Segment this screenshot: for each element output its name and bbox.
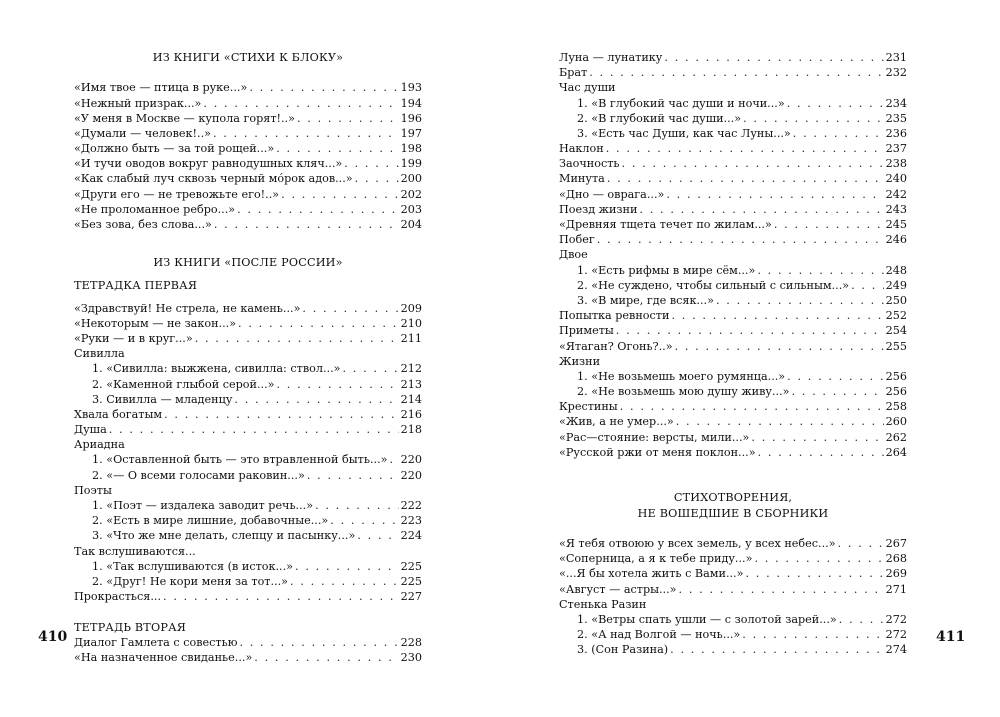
entry-page-number: 255 [885,339,907,353]
toc-subentry [559,627,907,642]
entry-title: 1. «Есть рифмы в мире сём...» [577,263,756,277]
toc-entry [559,551,907,566]
dot-leader [195,331,399,346]
entry-title: «Как слабый луч сквозь черный мо́рок адов...» [74,172,353,186]
entry-title: 1. «Оставленной быть — это втравленной быть...» [92,453,388,467]
entry-page-number: 245 [885,218,907,232]
dot-leader [249,80,398,95]
toc-subentry [559,263,907,278]
toc-entry [74,422,422,437]
entry-page-number: 223 [400,514,422,528]
entry-page-number: 246 [885,233,907,247]
entry-page-number: 256 [885,385,907,399]
dot-leader [639,202,883,217]
toc-entry [559,156,907,171]
entry-title: 2. «Не возьмешь мою душу живу...» [577,385,790,399]
entry-page-number: 210 [400,316,422,330]
notebook-heading: ТЕТРАДЬ ВТОРАЯ [74,620,186,634]
entry-title: Наклон [559,142,604,156]
cycle-title: Жизни [559,354,601,368]
entry-page-number: 272 [885,628,907,642]
dot-leader [109,422,399,437]
entry-title: Заочность [559,157,620,171]
dot-leader [239,635,398,650]
cycle-title: Ариадна [74,438,125,452]
cycle-title: Двое [559,248,588,262]
entry-title: «Август — астры...» [559,582,677,596]
entry-page-number: 194 [400,96,422,110]
spacer [559,521,907,536]
entry-page-number: 264 [885,445,907,459]
dot-leader [276,141,398,156]
right-page [500,0,1000,717]
entry-title: 1. «Так вслушиваются (в исток...» [92,559,294,573]
entry-title: «Думали — человек!..» [74,126,211,140]
dot-leader [745,566,883,581]
section-heading: ИЗ КНИГИ «СТИХИ К БЛОКУ» [152,51,344,64]
entry-page-number: 271 [885,582,907,596]
entry-page-number: 267 [885,536,907,550]
entry-title: Брат [559,66,588,80]
entry-title: «Древняя тщета течет по жилам...» [559,218,772,232]
spacer [74,65,422,80]
entry-title: «На назначенное свиданье...» [74,650,253,664]
toc-entry [74,187,422,202]
entry-title: «Без зова, без слова...» [74,218,212,232]
toc-entry [74,301,422,316]
entry-title: «Рас—стояние: версты, мили...» [559,430,750,444]
toc-subentry [559,293,907,308]
dot-leader [670,642,883,657]
entry-title: «...Я бы хотела жить с Вами...» [559,567,744,581]
dot-leader [838,536,884,551]
entry-page-number: 234 [885,96,907,110]
cycle-title: Час души [559,81,616,95]
entry-page-number: 242 [885,187,907,201]
toc-subentry [74,498,422,513]
toc-entry [74,217,422,232]
dot-leader [281,187,399,202]
toc-subentry [559,369,907,384]
entry-page-number: 243 [885,202,907,216]
entry-page-number: 204 [400,218,422,232]
page-number: 410 [38,629,68,645]
dot-leader [254,650,398,665]
entry-page-number: 218 [400,423,422,437]
entry-title: 2. «Есть в мире лишние, добавочные...» [92,514,329,528]
dot-leader [620,399,884,414]
entry-title: Прокрасться... [74,590,162,604]
page-number: 411 [936,629,966,645]
entry-title: Попытка ревности [559,309,670,323]
entry-title: «Други его — не тревожьте его!..» [74,187,280,201]
dot-leader [589,65,883,80]
left-toc-column [74,50,422,665]
notebook-heading: ТЕТРАДКА ПЕРВАЯ [74,278,198,292]
entry-page-number: 237 [885,142,907,156]
entry-page-number: 272 [885,612,907,626]
dot-leader [297,111,399,126]
entry-title: 2. «В глубокий час души...» [577,111,742,125]
spacer [559,460,907,475]
dot-leader [787,369,883,384]
entry-page-number: 211 [400,331,422,345]
spacer [74,270,422,278]
entry-page-number: 209 [400,301,422,315]
spacer [74,247,422,255]
toc-entry [559,308,907,323]
dot-leader [787,96,884,111]
entry-title: 2. «А над Волгой — ночь...» [577,628,741,642]
toc-entry [74,156,422,171]
entry-title: Приметы [559,324,614,338]
entry-title: Хвала богатым [74,407,163,421]
toc-entry [559,202,907,217]
section-heading: ИЗ КНИГИ «ПОСЛЕ РОССИИ» [153,256,343,270]
toc-subentry [74,452,422,467]
dot-leader [290,574,399,589]
toc-subentry [559,384,907,399]
entry-page-number: 248 [885,263,907,277]
spacer [74,232,422,247]
entry-title: 1. «Поэт — издалека заводит речь...» [92,499,314,513]
entry-title: «Я тебя отвоюю у всех земель, у всех небес...» [559,536,836,550]
dot-leader [213,126,399,141]
toc-entry [74,316,422,331]
entry-title: 3. Сивилла — младенцу [92,392,233,406]
dot-leader [597,232,884,247]
entry-page-number: 260 [885,415,907,429]
entry-page-number: 269 [885,567,907,581]
entry-title: Крестины [559,400,618,414]
toc-entry [559,430,907,445]
dot-leader [203,96,398,111]
entry-page-number: 193 [400,81,422,95]
entry-page-number: 262 [885,430,907,444]
toc-subentry [559,612,907,627]
toc-subentry [74,392,422,407]
section-heading: НЕ ВОШЕДШИЕ В СБОРНИКИ [637,506,829,520]
dot-leader [666,187,883,202]
entry-page-number: 228 [400,635,422,649]
dot-leader [622,156,884,171]
toc-subentry [559,126,907,141]
toc-entry [74,635,422,650]
toc-subentry [559,111,907,126]
dot-leader [754,551,883,566]
entry-page-number: 227 [400,590,422,604]
dot-leader [616,323,884,338]
entry-page-number: 249 [885,278,907,292]
dot-leader [851,278,884,293]
cycle-title: Так вслушиваются... [74,544,196,558]
entry-title: 3. (Сон Разина) [577,643,669,657]
dot-leader [671,308,883,323]
entry-title: «Должно быть — за той рощей...» [74,142,275,156]
toc-entry [559,323,907,338]
toc-entry [74,141,422,156]
dot-leader [774,217,884,232]
entry-title: Душа [74,423,107,437]
entry-page-number: 197 [400,126,422,140]
cycle-title: Сивилла [74,347,125,361]
toc-subentry [559,642,907,657]
entry-page-number: 196 [400,111,422,125]
dot-leader [330,513,398,528]
entry-title: 2. «Не суждено, чтобы сильный с сильным...» [577,278,850,292]
cycle-title: Поэты [74,483,112,497]
entry-title: «Соперница, а я к тебе приду...» [559,552,753,566]
entry-page-number: 232 [885,66,907,80]
entry-page-number: 256 [885,369,907,383]
entry-page-number: 258 [885,400,907,414]
toc-entry [559,141,907,156]
dot-leader [302,301,398,316]
toc-entry [559,339,907,354]
entry-page-number: 236 [885,126,907,140]
dot-leader [607,171,884,186]
dot-leader [758,445,884,460]
toc-entry [74,80,422,95]
toc-entry [74,331,422,346]
toc-subentry [74,559,422,574]
entry-page-number: 222 [400,499,422,513]
dot-leader [839,612,884,627]
entry-page-number: 225 [400,574,422,588]
dot-leader [315,498,399,513]
entry-title: 3. «В мире, где всяк...» [577,293,714,307]
toc-entry [74,172,422,187]
dot-leader [343,361,399,376]
entry-title: 2. «Каменной глыбой серой...» [92,377,275,391]
entry-title: «И тучи оводов вокруг равнодушных кляч...» [74,157,343,171]
entry-page-number: 268 [885,552,907,566]
entry-page-number: 274 [885,643,907,657]
entry-title: 2. «Друг! Не кори меня за тот...» [92,574,289,588]
entry-title: «Жив, а не умер...» [559,415,674,429]
entry-page-number: 203 [400,202,422,216]
toc-subentry [559,96,907,111]
entry-page-number: 220 [400,468,422,482]
dot-leader [793,126,884,141]
toc-subentry [74,528,422,543]
toc-subentry [74,513,422,528]
dot-leader [792,384,884,399]
entry-title: 1. «Ветры спать ушли — с золотой зарей...» [577,612,837,626]
toc-entry [74,650,422,665]
dot-leader [307,468,399,483]
entry-title: Минута [559,172,605,186]
dot-leader [606,141,884,156]
dot-leader [357,528,398,543]
entry-title: 1. «В глубокий час души и ночи...» [577,96,785,110]
entry-page-number: 200 [400,172,422,186]
dot-leader [675,339,884,354]
entry-title: «Некоторым — не закон...» [74,316,237,330]
spacer [559,475,907,490]
toc-entry [74,96,422,111]
dot-leader [742,627,883,642]
entry-page-number: 198 [400,142,422,156]
entry-title: 1. «Не возьмешь моего румянца...» [577,369,786,383]
dot-leader [389,452,398,467]
dot-leader [237,202,399,217]
spacer [74,604,422,619]
dot-leader [214,217,399,232]
section-heading: СТИХОТВОРЕНИЯ, [673,491,793,505]
dot-leader [164,407,399,422]
entry-page-number: 230 [400,650,422,664]
dot-leader [344,156,398,171]
entry-title: «Имя твое — птица в руке...» [74,81,248,95]
toc-entry [74,202,422,217]
entry-page-number: 199 [400,157,422,171]
dot-leader [295,559,399,574]
toc-entry [559,187,907,202]
entry-page-number: 231 [885,50,907,64]
toc-subentry [74,361,422,376]
entry-page-number: 252 [885,309,907,323]
toc-entry [559,50,907,65]
entry-page-number: 225 [400,559,422,573]
toc-subentry [74,377,422,392]
cycle-title: Стенька Разин [559,597,647,611]
toc-entry [559,582,907,597]
right-toc-column [559,50,907,658]
entry-title: 3. «Что же мне делать, слепцу и пасынку...» [92,529,356,543]
entry-page-number: 254 [885,324,907,338]
toc-entry [559,566,907,581]
entry-page-number: 250 [885,293,907,307]
dot-leader [751,430,883,445]
dot-leader [679,582,884,597]
entry-title: «У меня в Москве — купола горят!..» [74,111,295,125]
toc-entry [559,445,907,460]
dot-leader [238,316,399,331]
toc-entry [559,65,907,80]
dot-leader [277,377,399,392]
toc-entry [74,111,422,126]
entry-page-number: 214 [400,392,422,406]
dot-leader [163,589,399,604]
entry-page-number: 224 [400,529,422,543]
dot-leader [757,263,883,278]
spacer [74,293,422,301]
toc-entry [559,232,907,247]
toc-subentry [74,574,422,589]
entry-title: 3. «Есть час Души, как час Луны...» [577,126,791,140]
entry-page-number: 213 [400,377,422,391]
entry-page-number: 212 [400,362,422,376]
toc-subentry [559,278,907,293]
entry-title: 2. «— О всеми голосами раковин...» [92,468,305,482]
entry-title: Поезд жизни [559,202,638,216]
dot-leader [716,293,884,308]
entry-page-number: 240 [885,172,907,186]
entry-title: «Здравствуй! Не стрела, не камень...» [74,301,301,315]
entry-page-number: 216 [400,407,422,421]
entry-title: «Не проломанное ребро...» [74,202,236,216]
entry-page-number: 202 [400,187,422,201]
toc-entry [74,407,422,422]
entry-page-number: 220 [400,453,422,467]
dot-leader [664,50,883,65]
toc-entry [74,589,422,604]
dot-leader [743,111,884,126]
toc-entry [559,217,907,232]
entry-title: Луна — лунатику [559,50,663,64]
toc-entry [559,415,907,430]
toc-entry [559,399,907,414]
entry-title: Диалог Гамлета с совестью [74,635,238,649]
entry-title: «Дно — оврага...» [559,187,665,201]
entry-page-number: 235 [885,111,907,125]
dot-leader [234,392,398,407]
entry-title: «Ятаган? Огонь?..» [559,339,673,353]
dot-leader [676,414,884,429]
toc-entry [559,172,907,187]
toc-entry [74,126,422,141]
entry-title: «Руки — и в круг...» [74,331,193,345]
dot-leader [355,171,399,186]
entry-title: 1. «Сивилла: выжжена, сивилла: ствол...» [92,362,341,376]
entry-title: Побег [559,233,595,247]
entry-page-number: 238 [885,157,907,171]
entry-title: «Русской ржи от меня поклон...» [559,445,756,459]
toc-subentry [74,468,422,483]
entry-title: «Нежный призрак...» [74,96,202,110]
toc-entry [559,536,907,551]
